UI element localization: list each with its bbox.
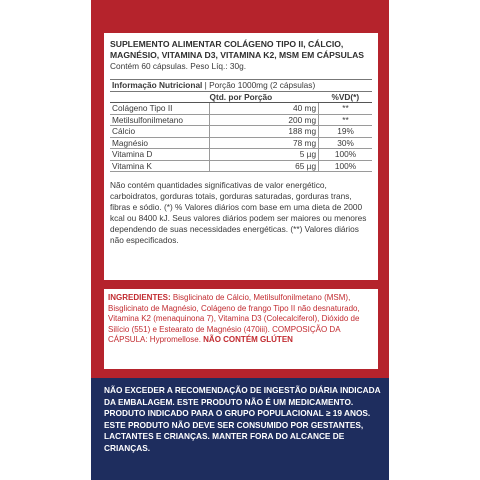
- table-row: [110, 126, 372, 138]
- net-contents: Contém 60 cápsulas. Peso Líq.: 30g.: [110, 61, 247, 71]
- nutrient-vd: 100%: [319, 160, 372, 172]
- nutrition-heading: [110, 80, 372, 92]
- nutrient-qty: 78 mg: [210, 137, 319, 149]
- table-row: [110, 160, 372, 172]
- warning-text: NÃO EXCEDER A RECOMENDAÇÃO DE INGESTÃO DIÁRIA INDICADA DA EMBALAGEM. ESTE PRODUTO NÃO É UM MEDICAMENTO. PRODUTO INDICADO PARA O GRUPO POPULACIONAL ≥ 19 ANOS. ESTE PRODUTO NÃO DEVE SER CONSUMIDO POR GESTANTES, LACTANTES E CRIANÇAS. MANTER FORA DO ALCANCE DE CRIANÇAS.: [104, 385, 381, 453]
- nutrient-qty: 40 mg: [210, 103, 319, 115]
- nutrition-notes: Não contém quantidades significativas de valor energético, carboidratos, gorduras totais, gorduras saturadas, gorduras trans, fibras e sódio. (*) % Valores diários com base em uma dieta de 2000 kcal ou 8400 kJ. Seus valores diários podem ser maiores ou menores dependendo de suas necessidades energéticas. (**) Valores diários não especificados.: [110, 180, 367, 245]
- nutrient-qty: 5 µg: [210, 149, 319, 161]
- column-header-nutrient: [110, 91, 210, 103]
- nutrition-card: [104, 33, 378, 280]
- table-row: [110, 137, 372, 149]
- nutrient-name: Colágeno Tipo II: [110, 103, 210, 115]
- nutrient-name: Vitamina K: [110, 160, 210, 172]
- column-header-qty: Qtd. por Porção: [210, 91, 319, 103]
- nutrient-vd: 100%: [319, 149, 372, 161]
- nutrient-name: Vitamina D: [110, 149, 210, 161]
- table-row: [110, 149, 372, 161]
- nutrient-vd: **: [319, 114, 372, 126]
- ingredients-card: [104, 289, 378, 369]
- ingredients-text: Bisglicinato de Cálcio, Metilsulfonilmetano (MSM), Bisglicinato de Magnésio, Colágeno de frango Tipo II não desnaturado, Vitamina K2 (menaquinona 7), Vitamina D3 (Colecalciferol), Dióxido de Silício (551) e Estearato de Magnésio (470iii). COMPOSIÇÃO DA CÁPSULA: Hypromellose.: [108, 293, 360, 345]
- nutrient-name: Metilsulfonilmetano: [110, 114, 210, 126]
- nutrition-column-header-row: [110, 91, 372, 103]
- nutrition-table: [110, 79, 372, 172]
- nutrition-heading-row: [110, 80, 372, 92]
- nutrition-heading-label: Informação Nutricional: [112, 80, 203, 90]
- nutrient-vd: 30%: [319, 137, 372, 149]
- nutrient-name: Magnésio: [110, 137, 210, 149]
- nutrient-qty: 65 µg: [210, 160, 319, 172]
- nutrient-name: Cálcio: [110, 126, 210, 138]
- column-header-vd: %VD(*): [319, 91, 372, 103]
- gluten-statement: NÃO CONTÉM GLÚTEN: [203, 335, 293, 345]
- product-title: SUPLEMENTO ALIMENTAR COLÁGENO TIPO II, CÁLCIO, MAGNÉSIO, VITAMINA D3, VITAMINA K2, MSM EM CÁPSULAS: [110, 39, 365, 60]
- nutrient-qty: 200 mg: [210, 114, 319, 126]
- nutrient-vd: **: [319, 103, 372, 115]
- ingredients-label: INGREDIENTES:: [108, 293, 171, 302]
- table-row: [110, 103, 372, 115]
- table-row: [110, 114, 372, 126]
- nutrient-vd: 19%: [319, 126, 372, 138]
- nutrition-heading-portion: | Porção 1000mg (2 cápsulas): [204, 80, 316, 90]
- nutrient-qty: 188 mg: [210, 126, 319, 138]
